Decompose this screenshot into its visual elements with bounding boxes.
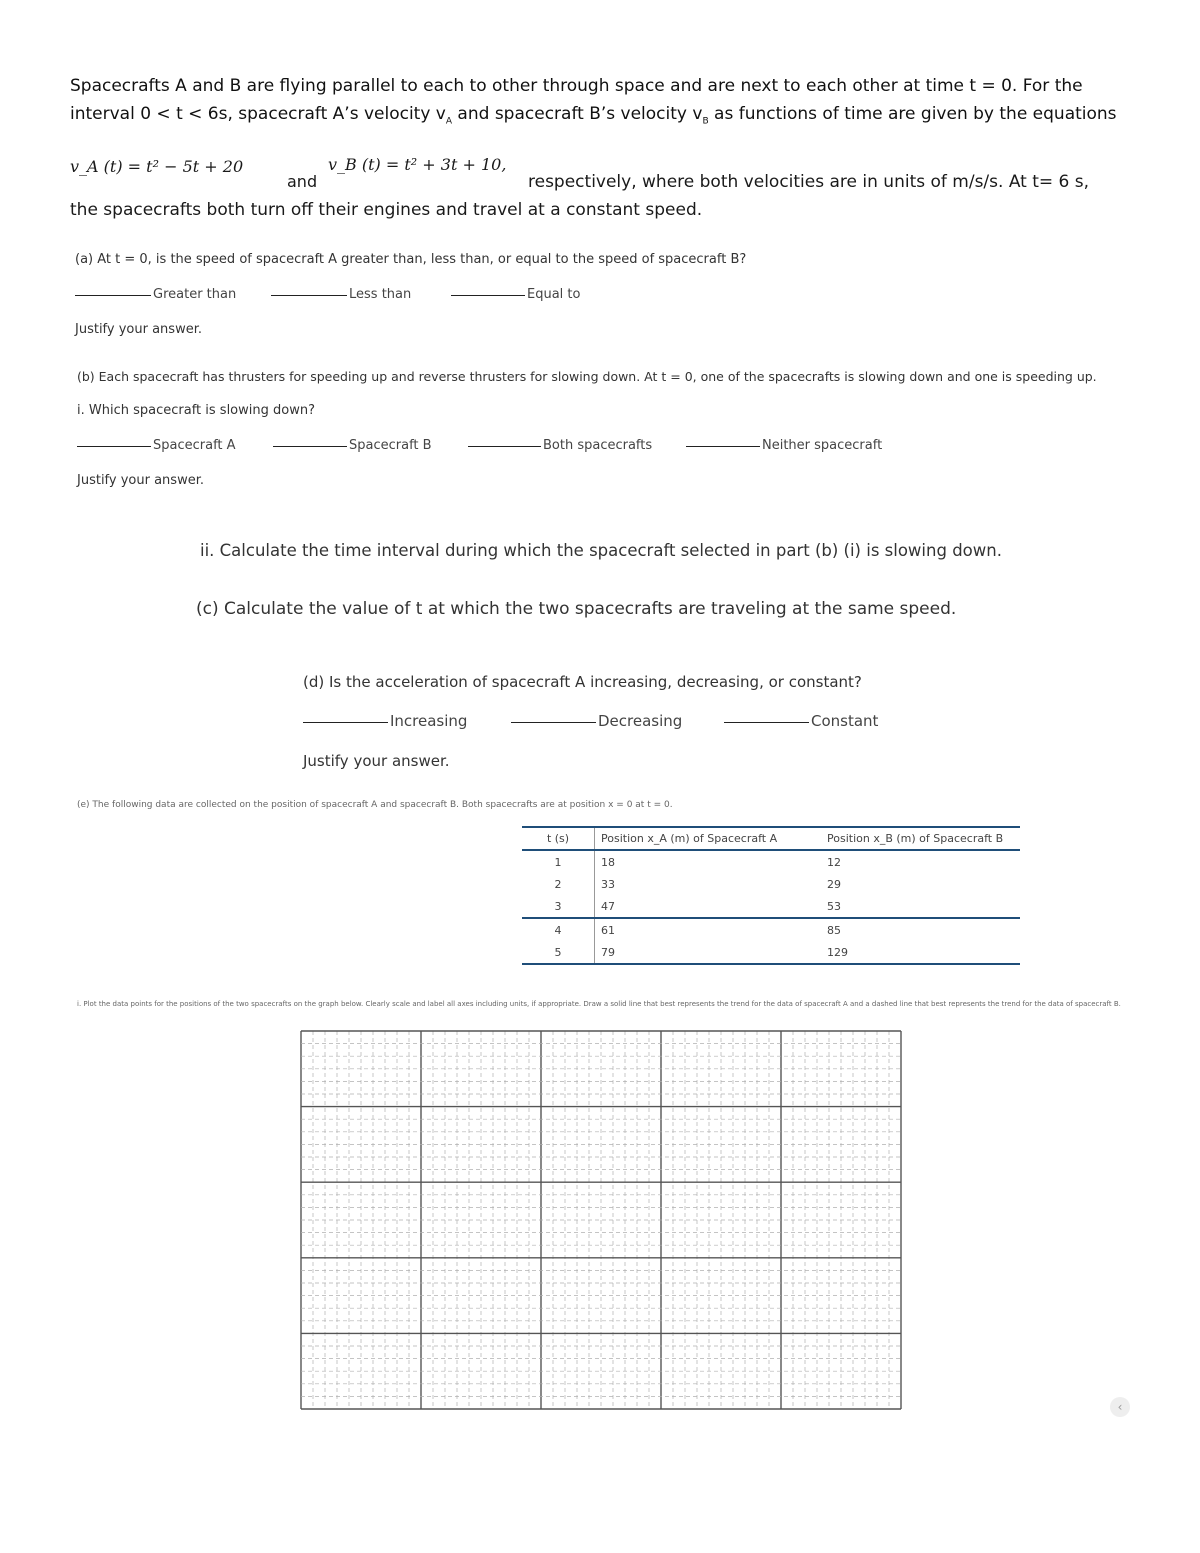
part-b-option-both[interactable]: Both spacecrafts [468,438,652,453]
part-a-justify: Justify your answer. [75,322,202,337]
equation-vb: v_B (t) = t² + 3t + 10, [328,155,507,174]
equation-va: v_A (t) = t² − 5t + 20 [70,157,244,176]
part-b-option-neither[interactable]: Neither spacecraft [686,438,882,453]
table-header-position-a: Position x_A (m) of Spacecraft A [595,827,822,850]
part-b-option-b[interactable]: Spacecraft B [273,438,432,453]
part-d-option-decreasing[interactable]: Decreasing [511,712,682,730]
part-d-justify: Justify your answer. [303,752,450,770]
part-b-justify: Justify your answer. [77,473,204,488]
intro-line-2-part-c: as functions of time are given by the equations [708,104,1117,124]
position-data-table [522,826,1020,965]
scroll-left-button[interactable] [1110,1397,1130,1417]
table-cell: 29 [827,877,841,891]
table-header-position-b: Position x_B (m) of Spacecraft B [821,827,1020,850]
table-row [522,918,1020,941]
table-cell: 47 [601,899,615,913]
part-a-option-greater[interactable]: Greater than [75,287,236,302]
table-row [522,895,1020,918]
table-row [522,850,1020,873]
table-cell: 18 [601,855,615,869]
answer-blank[interactable] [77,445,151,447]
intro-line-2 [70,100,1130,135]
part-a-option-less[interactable]: Less than [271,287,411,302]
graph-paper-grid[interactable] [300,1030,902,1410]
table-row [522,873,1020,895]
position-data-table-wrap [522,826,1020,965]
equation-units-text: respectively, where both velocities are in units of m/s/s. At t= 6 s, [528,172,1090,192]
part-c-question: (c) Calculate the value of t at which the two spacecrafts are traveling at the same speed. [196,599,957,619]
intro-line-2-part-b: and spacecraft B’s velocity v [452,104,703,124]
part-d-option-increasing[interactable]: Increasing [303,712,467,730]
part-a-option-equal[interactable]: Equal to [451,287,580,302]
table-header-time: t (s) [522,827,595,850]
part-d-option-constant[interactable]: Constant [724,712,878,730]
table-row [522,941,1020,964]
part-b-question: (b) Each spacecraft has thrusters for speeding up and reverse thrusters for slowing down. At t = 0, one of the spacecrafts is slowing down and one is speeding up. [77,369,1097,384]
part-a-question: (a) At t = 0, is the speed of spacecraft A greater than, less than, or equal to the speed of spacecraft B? [75,252,747,267]
intro-line-1: Spacecrafts A and B are flying parallel to each to other through space and are next to each other at time t = 0. For the [70,76,1083,96]
part-e-plot-instruction: i. Plot the data points for the positions of the two spacecrafts on the graph below. Clearly scale and label all axes including units, if appropriate. Draw a solid line that best represents the trend for the data of spacecraft A and a dashed line that best represents the trend for the data of spacecraft B. [77,1000,1121,1008]
table-cell: 33 [601,877,615,891]
answer-blank[interactable] [271,294,347,296]
table-cell: 4 [522,918,595,941]
table-header-row [522,827,1020,850]
equation-and: and [287,172,318,191]
part-b-option-a[interactable]: Spacecraft A [77,438,236,453]
table-cell: 79 [595,941,822,964]
intro-paragraph [70,72,1130,135]
table-cell: 3 [522,895,595,918]
table-cell: 85 [821,918,1020,941]
answer-blank[interactable] [511,721,596,723]
answer-blank[interactable] [75,294,151,296]
part-d-question: (d) Is the acceleration of spacecraft A increasing, decreasing, or constant? [303,673,862,691]
answer-blank[interactable] [451,294,525,296]
table-cell: 12 [827,855,841,869]
part-b-sub-i: i. Which spacecraft is slowing down? [77,403,315,418]
table-cell: 53 [827,899,841,913]
table-cell: 2 [522,873,595,895]
graph-paper[interactable] [300,1030,902,1410]
answer-blank[interactable] [273,445,347,447]
chevron-left-icon: ‹ [1117,1400,1123,1414]
answer-blank[interactable] [686,445,760,447]
answer-blank[interactable] [724,721,809,723]
answer-blank[interactable] [303,721,388,723]
table-cell: 61 [595,918,822,941]
velocity-a-subscript: A [445,116,453,127]
answer-blank[interactable] [468,445,541,447]
part-b-sub-ii: ii. Calculate the time interval during which the spacecraft selected in part (b) (i) is slowing down. [200,541,1002,560]
table-cell: 5 [522,941,595,964]
velocity-b-subscript: B [702,116,709,127]
table-cell: 129 [821,941,1020,964]
engines-off-text: the spacecrafts both turn off their engines and travel at a constant speed. [70,200,703,220]
intro-line-2-part-a: interval 0 < t < 6s, spacecraft A’s velocity v [70,104,446,124]
table-cell: 1 [522,850,595,873]
part-e-intro: (e) The following data are collected on the position of spacecraft A and spacecraft B. Both spacecrafts are at position x = 0 at t = 0. [77,800,673,810]
